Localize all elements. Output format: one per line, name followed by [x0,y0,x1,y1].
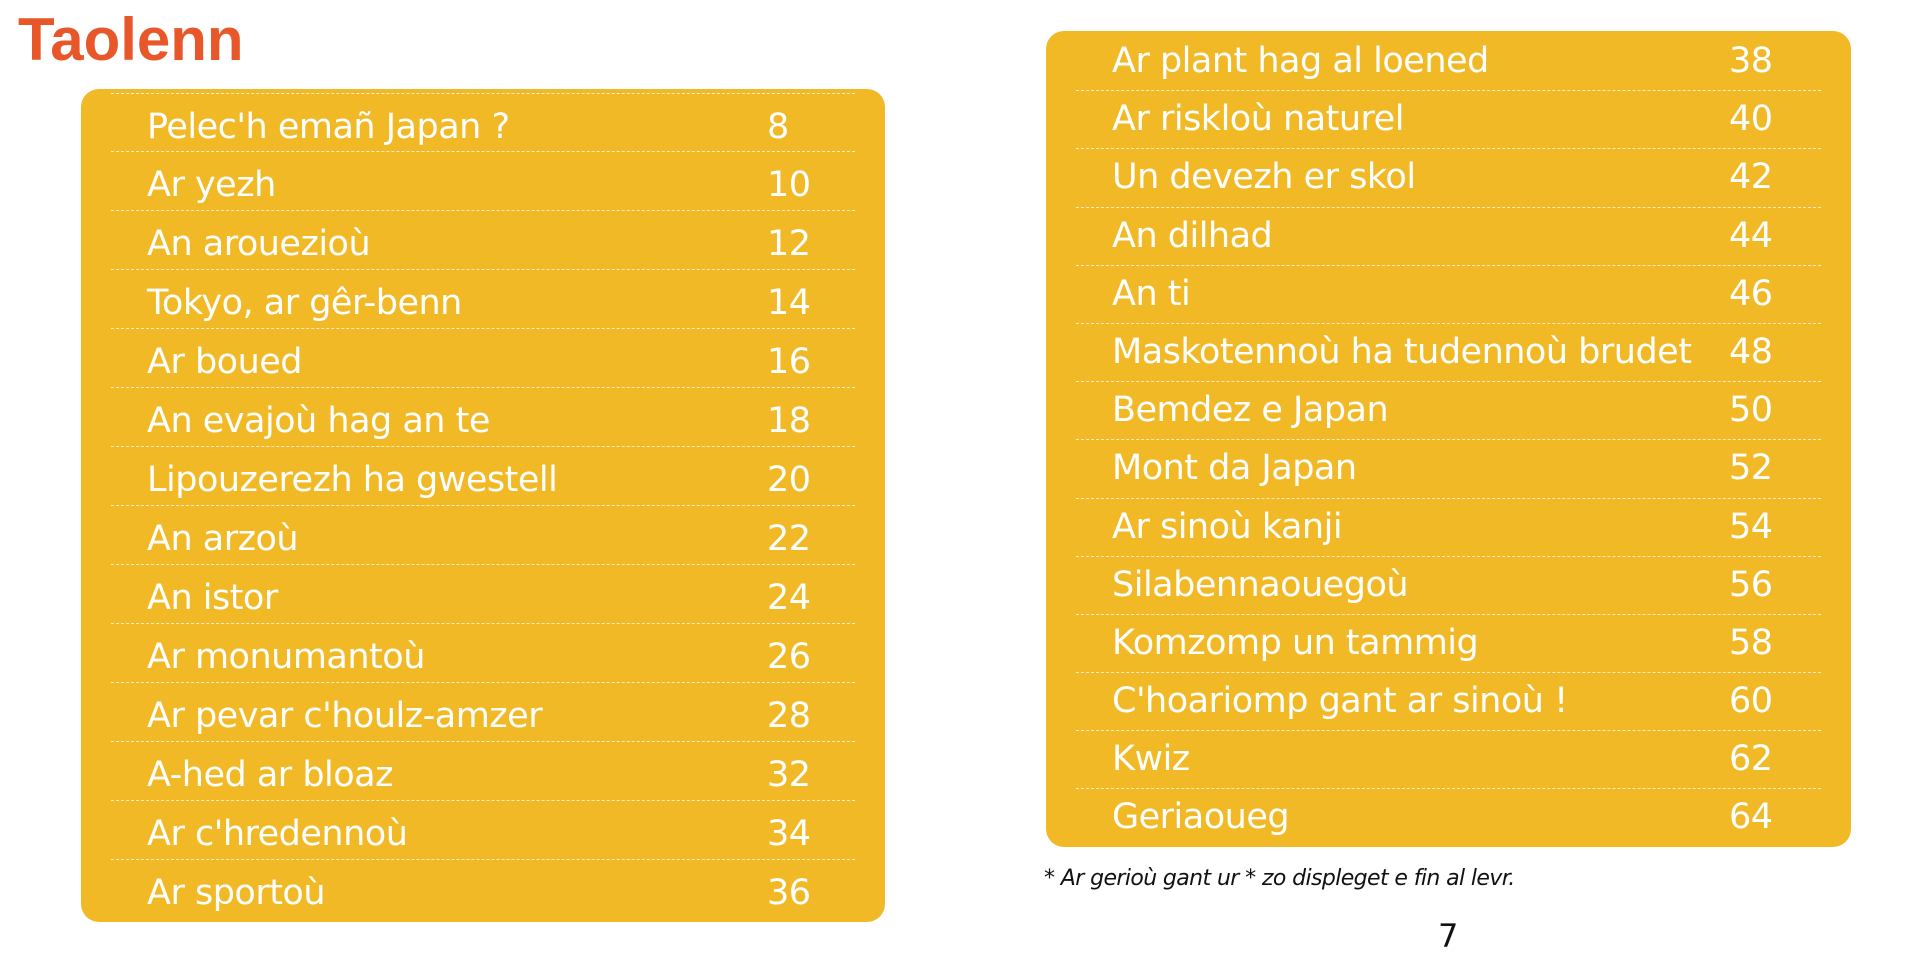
toc-page-number: 32 [767,755,811,795]
toc-entry-label: An ti [1112,273,1191,314]
toc-row[interactable] [111,860,855,919]
toc-row[interactable] [111,270,855,329]
toc-row[interactable] [1076,91,1821,149]
toc-entry-label: A-hed ar bloaz [147,755,393,795]
toc-row[interactable] [1076,615,1821,673]
toc-entry-label: Silabennaouegoù [1112,564,1409,605]
toc-page-number: 8 [767,107,789,147]
toc-page-number: 50 [1729,390,1773,431]
toc-page-number: 14 [767,283,811,323]
toc-entry-label: Ar pevar c'houlz-amzer [147,696,543,736]
toc-row[interactable] [1076,324,1821,382]
toc-panel-left [81,89,885,922]
toc-page-number: 46 [1729,273,1773,314]
toc-row[interactable] [1076,673,1821,731]
toc-page-number: 22 [767,519,811,559]
toc-entry-label: Ar riskloù naturel [1112,99,1404,140]
toc-entry-label: Lipouzerezh ha gwestell [147,460,558,500]
toc-page-number: 12 [767,224,811,264]
toc-page-number: 10 [767,165,811,205]
toc-row[interactable] [111,742,855,801]
toc-row[interactable] [111,211,855,270]
toc-page-number: 64 [1729,797,1773,838]
toc-page-number: 34 [767,814,811,854]
toc-row[interactable] [111,801,855,860]
toc-entry-label: Kwiz [1112,739,1190,780]
toc-row[interactable] [1076,208,1821,266]
toc-page-number: 16 [767,342,811,382]
toc-entry-label: Geriaoueg [1112,797,1290,838]
toc-row[interactable] [1076,731,1821,789]
page-number: 7 [1438,917,1459,955]
toc-row[interactable] [111,624,855,683]
toc-entry-label: Ar monumantoù [147,637,425,677]
toc-row[interactable] [1076,149,1821,207]
toc-entry-label: C'hoariomp gant ar sinoù ! [1112,681,1568,722]
toc-page-number: 36 [767,873,811,913]
toc-page-number: 38 [1729,41,1773,81]
toc-row[interactable] [111,93,855,152]
toc-page-number: 20 [767,460,811,500]
toc-row[interactable] [1076,499,1821,557]
toc-page-number: 62 [1729,739,1773,780]
toc-row[interactable] [111,388,855,447]
toc-entry-label: Tokyo, ar gêr-benn [147,283,462,323]
toc-entry-label: Ar c'hredennoù [147,814,408,854]
toc-page-number: 48 [1729,331,1773,372]
toc-entry-label: Mont da Japan [1112,448,1357,489]
toc-entry-label: Pelec'h emañ Japan ? [147,107,510,147]
toc-entry-label: Un devezh er skol [1112,157,1416,198]
toc-entry-label: Ar boued [147,342,303,382]
toc-entry-label: An dilhad [1112,215,1273,256]
toc-row[interactable] [1076,266,1821,324]
toc-entry-label: Ar plant hag al loened [1112,41,1489,81]
toc-row[interactable] [1076,33,1821,91]
footnote: * Ar gerioù gant ur * zo displeget e fin al levr. [1044,866,1515,891]
toc-page-number: 40 [1729,99,1773,140]
toc-page-number: 56 [1729,564,1773,605]
toc-page-number: 44 [1729,215,1773,256]
toc-entry-label: An arzoù [147,519,299,559]
toc-entry-label: Ar yezh [147,165,276,205]
toc-row[interactable] [1076,557,1821,615]
toc-entry-label: Maskotennoù ha tudennoù brudet [1112,331,1692,372]
toc-page-number: 18 [767,401,811,441]
toc-row[interactable] [1076,789,1821,847]
toc-page-number: 24 [767,578,811,618]
toc-row[interactable] [1076,382,1821,440]
toc-page-number: 42 [1729,157,1773,198]
toc-row[interactable] [111,152,855,211]
toc-row[interactable] [111,329,855,388]
toc-entry-label: An istor [147,578,278,618]
toc-row[interactable] [111,565,855,624]
toc-page-number: 26 [767,637,811,677]
toc-entry-label: Komzomp un tammig [1112,622,1479,663]
toc-entry-label: Ar sinoù kanji [1112,506,1343,547]
toc-row[interactable] [1076,440,1821,498]
toc-entry-label: Bemdez e Japan [1112,390,1389,431]
toc-row[interactable] [111,447,855,506]
toc-page-number: 52 [1729,448,1773,489]
toc-entry-label: An evajoù hag an te [147,401,490,441]
toc-page-number: 58 [1729,622,1773,663]
toc-entry-label: Ar sportoù [147,873,326,913]
toc-row[interactable] [111,506,855,565]
page-title: Taolenn [18,6,244,73]
toc-page-number: 54 [1729,506,1773,547]
toc-entry-label: An arouezioù [147,224,371,264]
toc-panel-right [1046,31,1851,847]
toc-row[interactable] [111,683,855,742]
toc-page-number: 60 [1729,681,1773,722]
toc-page-number: 28 [767,696,811,736]
